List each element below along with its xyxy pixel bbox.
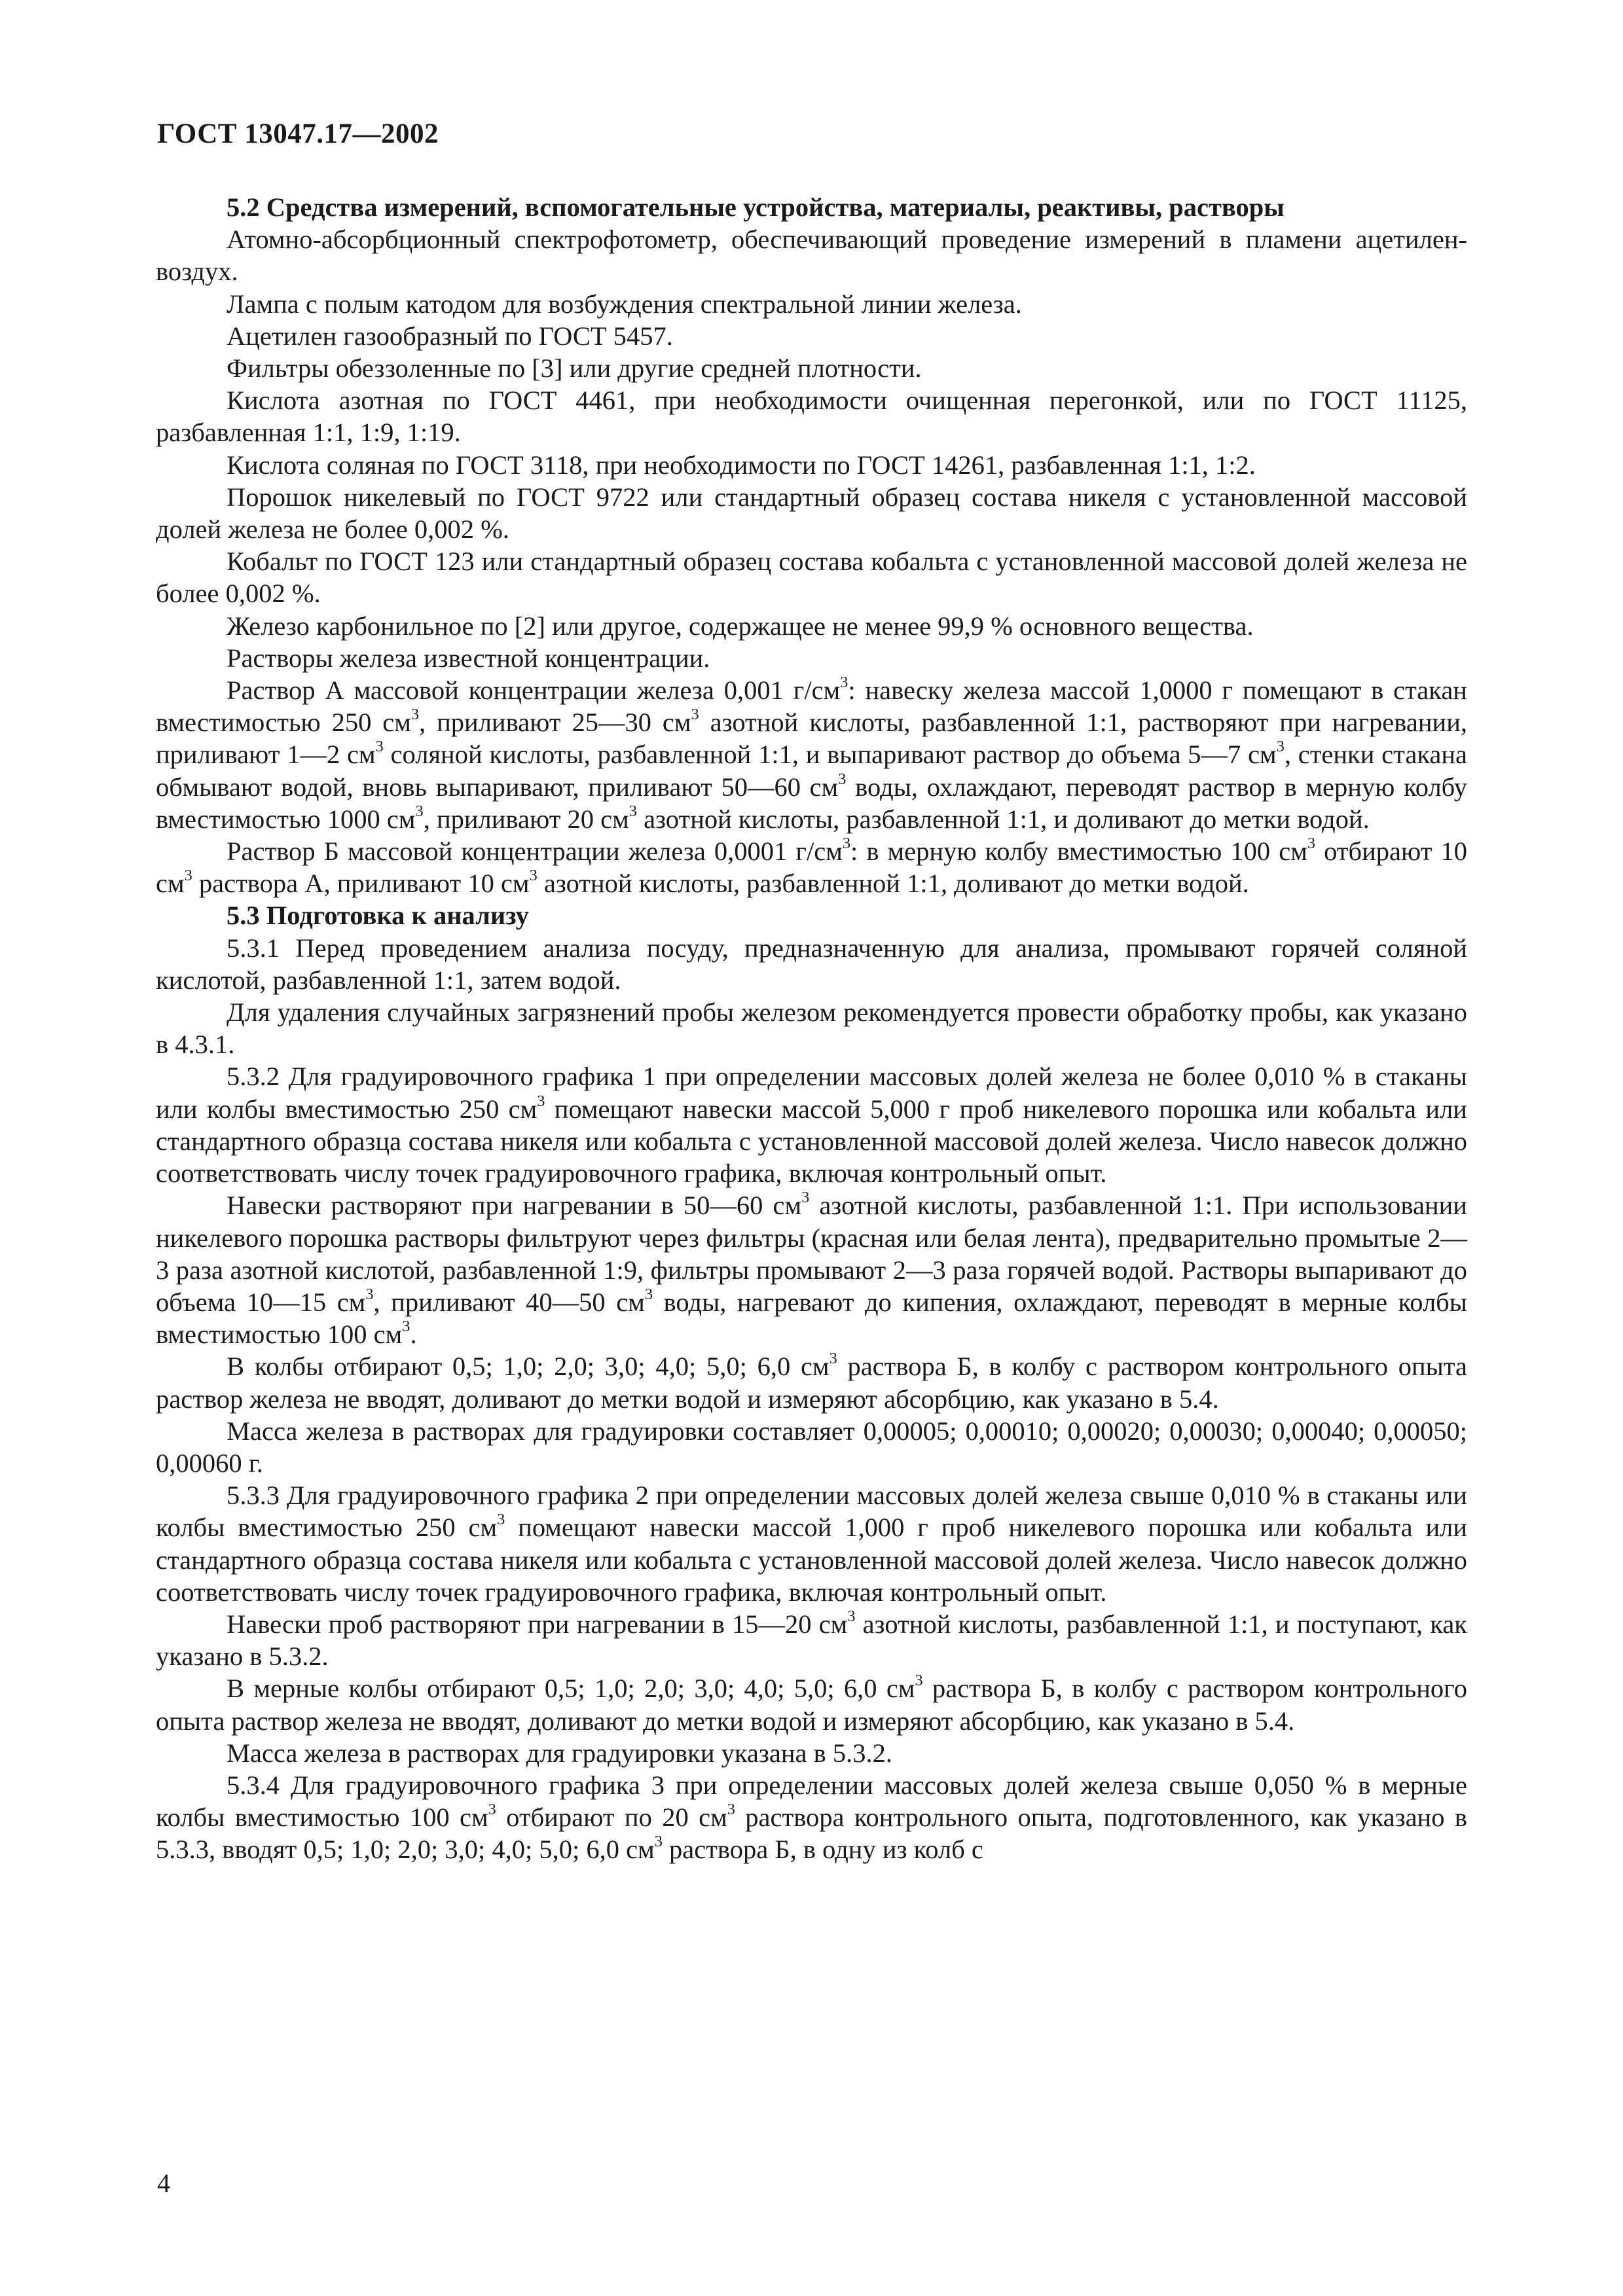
paragraph (156, 674, 1467, 835)
text-segment: помещают навески массой 1,000 г проб никелевого порошка или кобальта или стандартного образца состава никеля или кобальта с установленной массовой долей железа. Число навесок должно соответствовать числу точек градуировочного графика, включая контрольный опыт. (156, 1513, 1467, 1607)
paragraph (156, 1737, 1467, 1769)
text-segment: отбирают по 20 см (496, 1803, 727, 1833)
superscript: 3 (915, 1672, 923, 1690)
text-segment: Масса железа в растворах для градуировки указана в 5.3.2. (227, 1738, 893, 1768)
text-segment: Ацетилен газообразный по ГОСТ 5457. (227, 321, 673, 351)
superscript: 3 (727, 1800, 735, 1818)
text-segment: Кислота соляная по ГОСТ 3118, при необходимости по ГОСТ 14261, разбавленная 1:1, 1:2. (227, 450, 1256, 480)
superscript: 3 (488, 1800, 496, 1818)
text-segment: азотной кислоты, разбавленной 1:1. При использовании никелевого порошка растворы фильтруют через фильтры (красная или белая лента), предварительно промытые 2—3 раза азотной кислотой, разбавленной 1:9, фильтры промывают 2—3 раза горячей водой. Растворы выпаривают до объема 10—15 см (156, 1191, 1467, 1317)
paragraph (156, 1769, 1467, 1866)
superscript: 3 (375, 738, 384, 756)
superscript: 3 (529, 867, 538, 885)
text-segment: В колбы отбирают 0,5; 1,0; 2,0; 3,0; 4,0; 5,0; 6,0 см (227, 1352, 830, 1382)
superscript: 3 (184, 867, 192, 885)
text-segment: азотной кислоты, разбавленной 1:1, и поступают, как указано в 5.3.2. (156, 1609, 1467, 1672)
text-segment: воды, охлаждают, переводят раствор в мерную колбу вместимостью 1000 см (156, 772, 1467, 834)
superscript: 3 (840, 673, 848, 691)
paragraph (156, 1608, 1467, 1672)
paragraph (156, 288, 1467, 320)
text-segment: Для удаления случайных загрязнений пробы железом рекомендуется провести обработку пробы, как указано в 4.3.1. (156, 997, 1467, 1060)
document-body (156, 191, 1467, 1866)
text-segment: 5.3 Подготовка к анализу (227, 901, 529, 931)
text-segment: соляной кислоты, разбавленной 1:1, и выпаривают раствор до объема 5—7 см (383, 740, 1277, 770)
text-segment: , приливают 20 см (423, 804, 629, 834)
superscript: 3 (644, 1285, 653, 1303)
paragraph (156, 384, 1467, 448)
text-segment: раствора Б, в колбу с раствором контрольного опыта раствор железа не вводят, доливают до метки водой и измеряют абсорбцию, как указано в 5.4. (156, 1674, 1467, 1736)
superscript: 3 (691, 706, 699, 724)
text-segment: 5.3.1 Перед проведением анализа посуду, предназначенную для анализа, промывают горячей соляной кислотой, разбавленной 1:1, затем водой. (156, 933, 1467, 995)
section-heading (156, 191, 1467, 223)
text-segment: Атомно-абсорбционный спектрофотометр, обеспечивающий проведение измерений в пламени ацетилен-воздух. (156, 224, 1467, 287)
paragraph (156, 610, 1467, 642)
page-number: 4 (157, 2168, 170, 2198)
text-segment: 5.3.3 Для градуировочного графика 2 при определении массовых долей железа свыше 0,010 % в стаканы или колбы вместимостью 250 см (156, 1480, 1467, 1543)
paragraph (156, 1479, 1467, 1608)
superscript: 3 (365, 1285, 374, 1303)
text-segment: Растворы железа известной концентрации. (227, 643, 710, 673)
text-segment: Навески проб растворяют при нагревании в 15—20 см (227, 1609, 848, 1639)
superscript: 3 (537, 1092, 545, 1110)
text-segment: : навеску железа массой 1,0000 г помещают в стакан вместимостью 250 см (156, 675, 1467, 738)
text-segment: Железо карбонильное по [2] или другое, содержащее не менее 99,9 % основного вещества. (227, 611, 1254, 641)
text-segment: Навески растворяют при нагревании в 50—60 см (227, 1191, 802, 1221)
superscript: 3 (1276, 738, 1285, 756)
paragraph (156, 352, 1467, 384)
text-segment: В мерные колбы отбирают 0,5; 1,0; 2,0; 3,0; 4,0; 5,0; 6,0 см (227, 1674, 915, 1704)
text-segment: раствора А, приливают 10 см (192, 869, 530, 899)
text-segment: раствора контрольного опыта, подготовленного, как указано в 5.3.3, вводят 0,5; 1,0; 2,0; 3,0; 4,0; 5,0; 6,0 см (156, 1803, 1467, 1865)
text-segment: 5.2 Средства измерений, вспомогательные устройства, материалы, реактивы, растворы (227, 192, 1285, 222)
paragraph (156, 835, 1467, 899)
text-segment: 5.3.4 Для градуировочного графика 3 при определении массовых долей железа свыше 0,050 % в мерные колбы вместимостью 100 см (156, 1770, 1467, 1833)
paragraph (156, 1060, 1467, 1189)
text-segment: Раствор А массовой концентрации железа 0,001 г/см (227, 675, 841, 706)
text-segment: Лампа с полым катодом для возбуждения спектральной линии железа. (227, 289, 1022, 319)
paragraph (156, 996, 1467, 1060)
paragraph (156, 223, 1467, 287)
superscript: 3 (847, 1607, 856, 1625)
text-segment: Масса железа в растворах для градуировки составляет 0,00005; 0,00010; 0,00020; 0,00030; 0,00040; 0,00050; 0,00060 г. (156, 1416, 1467, 1478)
superscript: 3 (1307, 834, 1315, 852)
superscript: 3 (402, 1317, 410, 1335)
superscript: 3 (838, 770, 847, 788)
text-segment: раствора Б, в одну из колб с (662, 1835, 983, 1865)
text-segment: Раствор Б массовой концентрации железа 0,0001 г/см (227, 836, 843, 867)
text-segment: раствора Б, в колбу с раствором контрольного опыта раствор железа не вводят, доливают до метки водой и измеряют абсорбцию, как указано в 5.4. (156, 1352, 1467, 1414)
superscript: 3 (629, 802, 637, 820)
superscript: 3 (497, 1511, 505, 1529)
paragraph (156, 545, 1467, 609)
text-segment: Кобальт по ГОСТ 123 или стандартный образец состава кобальта с установленной массовой долей железа не более 0,002 %. (156, 547, 1467, 609)
paragraph (156, 320, 1467, 352)
superscript: 3 (801, 1189, 810, 1207)
paragraph (156, 1415, 1467, 1479)
text-segment: азотной кислоты, разбавленной 1:1, доливают до метки водой. (537, 869, 1249, 899)
paragraph (156, 1350, 1467, 1414)
text-segment: , приливают 25—30 см (419, 708, 691, 738)
text-segment: 5.3.2 Для градуировочного графика 1 при определении массовых долей железа не более 0,010 % в стаканы или колбы вместимостью 250 см (156, 1062, 1467, 1124)
superscript: 3 (654, 1833, 663, 1851)
text-segment: отбирают 10 см (156, 836, 1468, 899)
paragraph (156, 932, 1467, 996)
paragraph (156, 642, 1467, 674)
superscript: 3 (415, 802, 424, 820)
text-segment: воды, нагревают до кипения, охлаждают, переводят в мерные колбы вместимостью 100 см (156, 1287, 1467, 1350)
section-heading (156, 899, 1467, 931)
superscript: 3 (842, 834, 850, 852)
paragraph (156, 1672, 1467, 1736)
text-segment: азотной кислоты, разбавленной 1:1, растворяют при нагревании, приливают 1—2 см (156, 708, 1467, 770)
text-segment: , стенки стакана обмывают водой, вновь выпаривают, приливают 50—60 см (156, 740, 1468, 802)
paragraph (156, 481, 1467, 545)
text-segment: Порошок никелевый по ГОСТ 9722 или стандартный образец состава никеля с установленной массовой долей железа не более 0,002 %. (156, 482, 1467, 545)
text-segment: , приливают 40—50 см (373, 1287, 645, 1317)
paragraph (156, 1189, 1467, 1350)
text-segment: Кислота азотная по ГОСТ 4461, при необходимости очищенная перегонкой, или по ГОСТ 11125, разбавленная 1:1, 1:9, 1:19. (156, 386, 1467, 448)
text-segment: : в мерную колбу вместимостью 100 см (850, 836, 1307, 867)
paragraph (156, 449, 1467, 481)
document-header: ГОСТ 13047.17—2002 (157, 118, 439, 149)
superscript: 3 (829, 1350, 837, 1368)
text-segment: азотной кислоты, разбавленной 1:1, и доливают до метки водой. (636, 804, 1370, 834)
superscript: 3 (410, 706, 420, 724)
text-segment: . (410, 1319, 417, 1350)
text-segment: Фильтры обеззоленные по [3] или другие средней плотности. (227, 353, 922, 384)
text-segment: помещают навески массой 5,000 г проб никелевого порошка или кобальта или стандартного образца состава никеля или кобальта с установленной массовой долей железа. Число навесок должно соответствовать числу точек градуировочного графика, включая контрольный опыт. (156, 1094, 1467, 1189)
